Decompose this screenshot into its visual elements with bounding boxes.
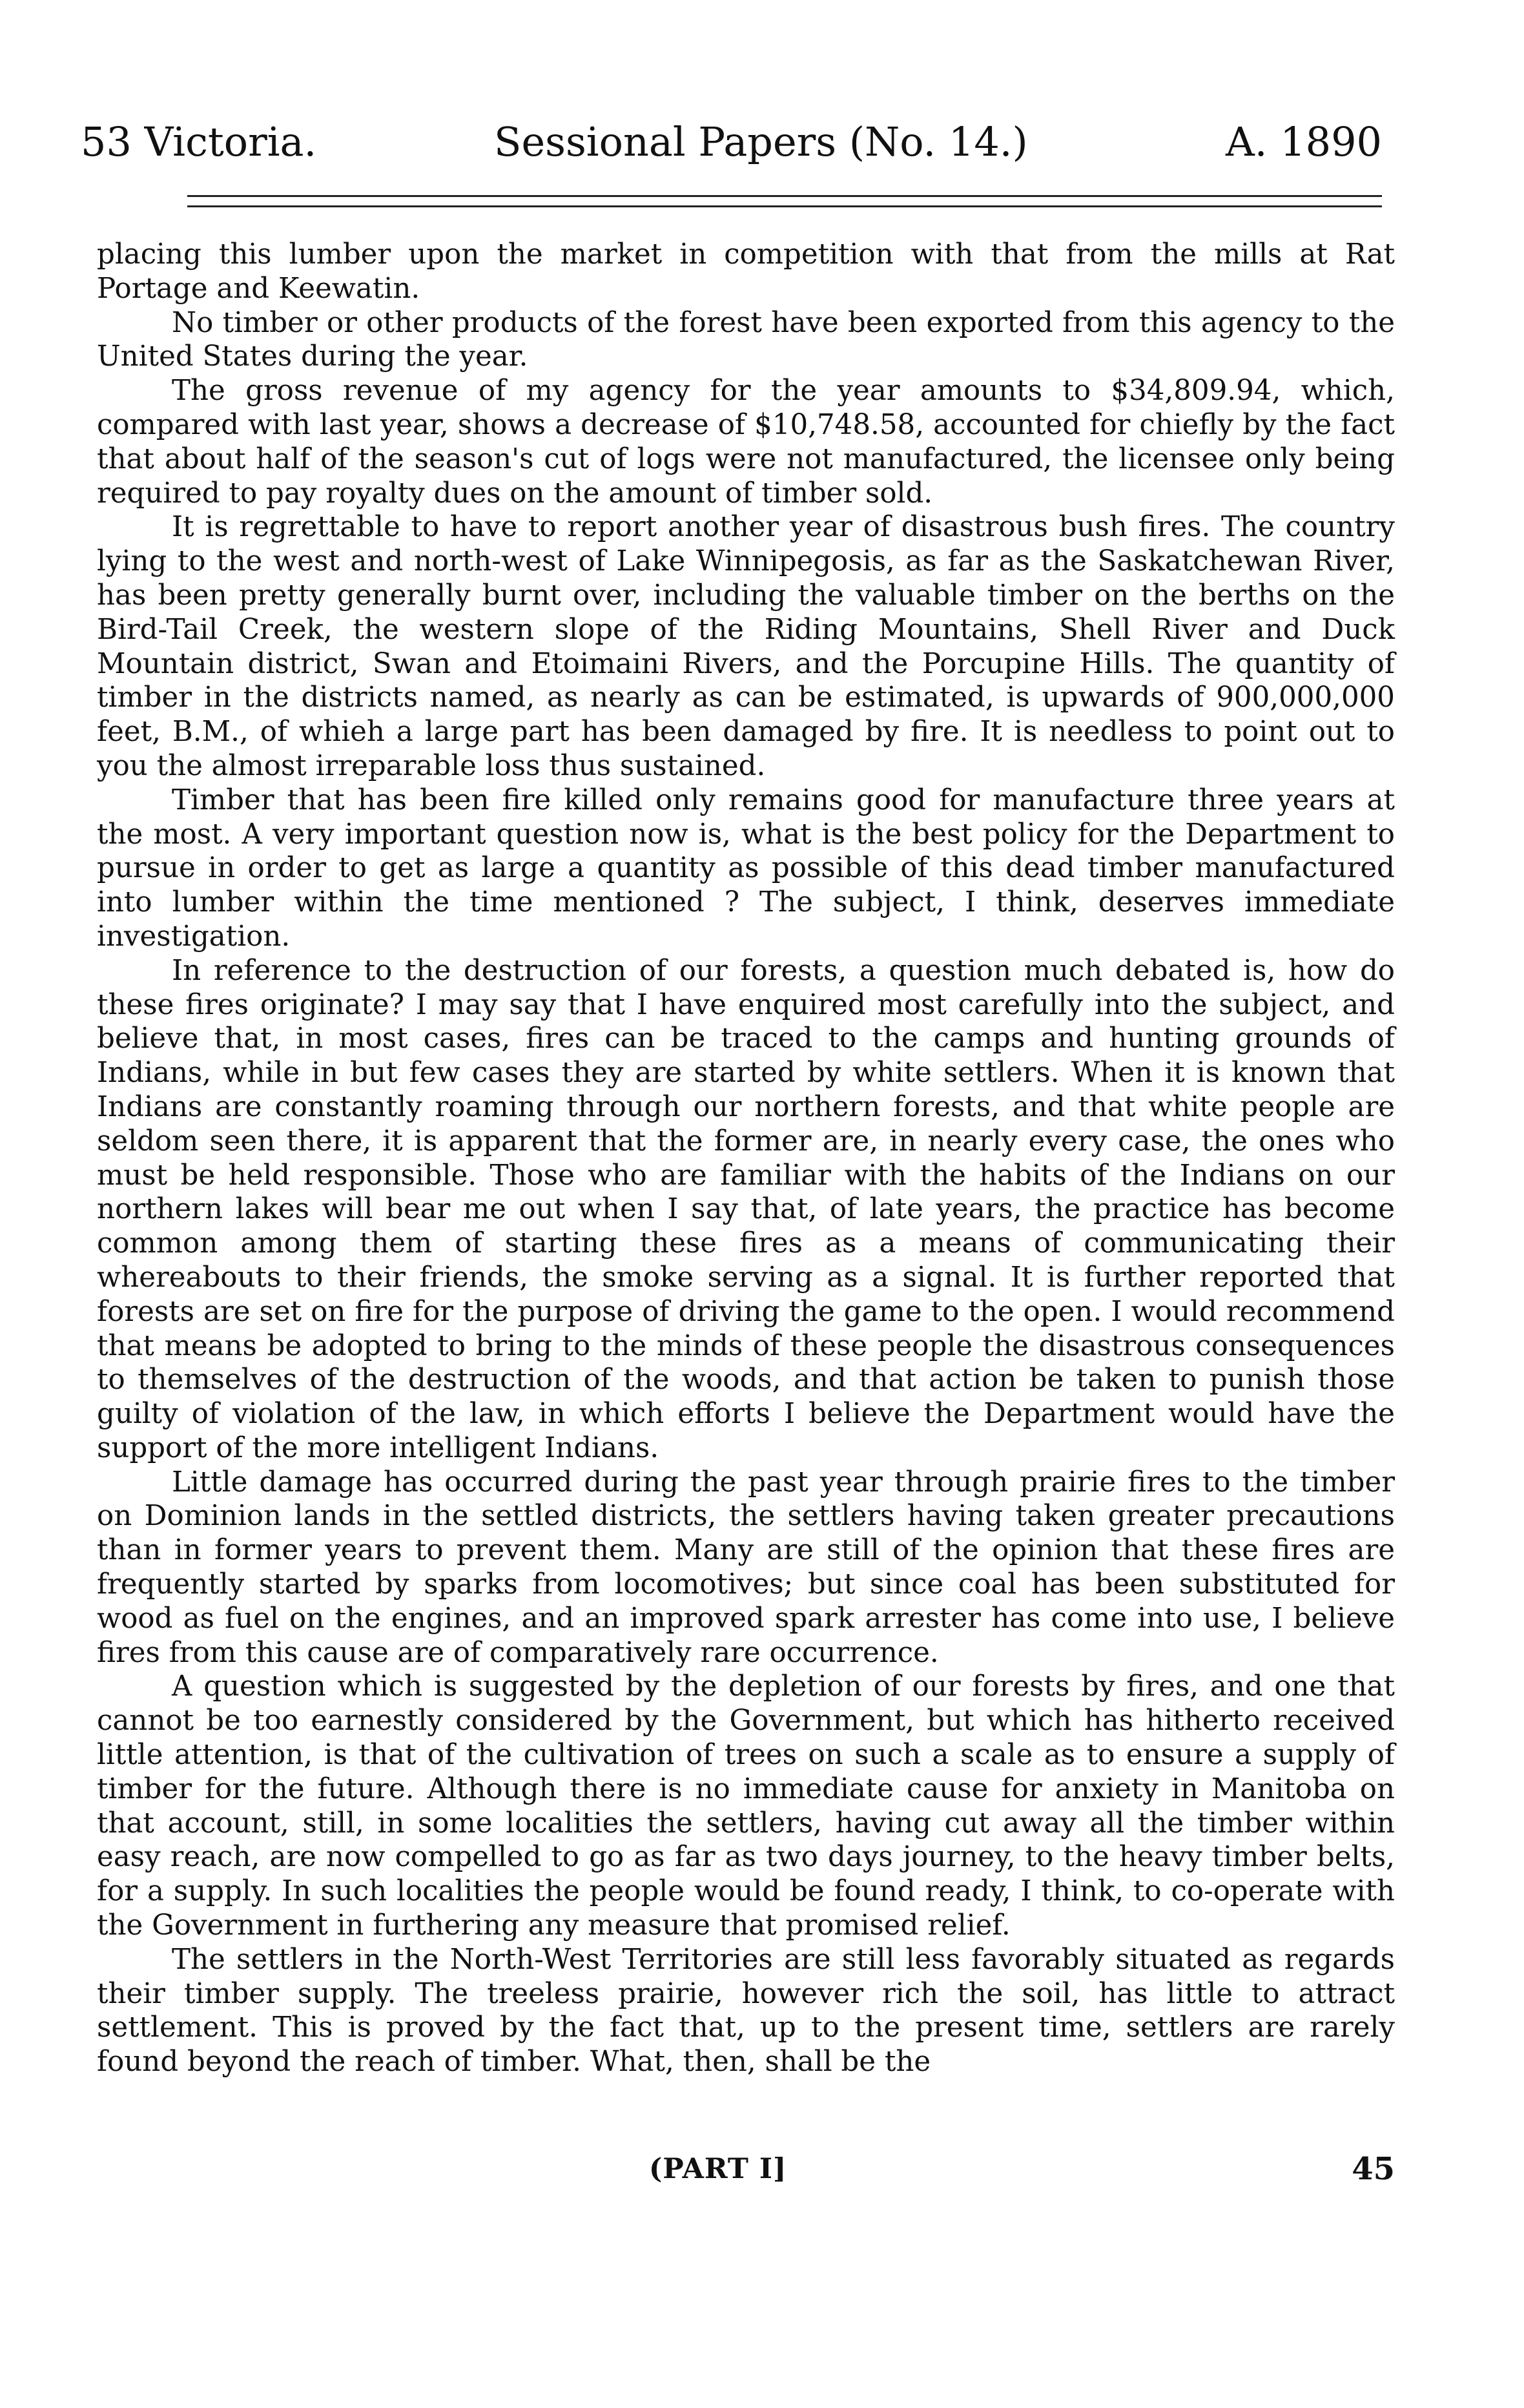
paragraph-prairie-fires: Little damage has occurred during the past year through prairie fires to the timber on Dominion lands in the settled districts, the settlers having taken greater precautions than in former years to prevent them. Many are still of the opinion that these fires are frequently started by sparks from locomotives; but since coal has been substituted for wood as fuel on the engines, and an improved spark arrester has come into use, I believe fires from this cause are of comparatively rare occurrence.	[97, 1466, 1395, 1669]
page-footer	[97, 2150, 1395, 2188]
paragraph-exports: No timber or other products of the forest have been exported from this agency to the United States during the year.	[97, 306, 1395, 373]
paragraph-bush-fires: It is regrettable to have to report another year of disastrous bush fires. The country lying to the west and north-west of Lake Winnipegosis, as far as the Saskatchewan River, has been pretty generally burnt over, including the valuable timber on the berths on the Bird-Tail Creek, the western slope of the Riding Mountains, Shell River and Duck Mountain district, Swan and Etoimaini Rivers, and the Porcupine Hills. The quantity of timber in the districts named, as nearly as can be estimated, is upwards of 900,000,000 feet, B.M., of whieh a large part has been damaged by fire. It is needless to point out to you the almost irreparable loss thus sustained.	[97, 511, 1395, 782]
header-rule-bottom	[187, 205, 1382, 207]
header-title: Sessional Papers (No. 14.)	[494, 118, 1028, 165]
body-text	[97, 238, 1395, 2079]
page-number: 45	[1352, 2151, 1395, 2187]
header-year: A. 1890	[1226, 118, 1382, 165]
header-session: 53 Victoria.	[81, 118, 317, 165]
paragraph-fire-killed-timber: Timber that has been fire killed only remains good for manufacture three years at the most. A very important question now is, what is the best policy for the Department to pursue in order to get as large a quantity as possible of this dead timber manufactured into lumber within the time mentioned ? The subject, I think, deserves immediate investigation.	[97, 784, 1395, 953]
paragraph-fire-origins: In reference to the destruction of our forests, a question much debated is, how do these fires originate? I may say that I have enquired most carefully into the subject, and believe that, in most cases, fires can be traced to the camps and hunting grounds of Indians, while in but few cases they are started by white settlers. When it is known that Indians are constantly roaming through our northern forests, and that white people are seldom seen there, it is apparent that the former are, in nearly every case, the ones who must be held responsible. Those who are familiar with the habits of the Indians on our northern lakes will bear me out when I say that, of late years, the practice has become common among them of starting these fires as a means of communicating their whereabouts to their friends, the smoke serving as a signal. It is further reported that forests are set on fire for the purpose of driving the game to the open. I would recommend that means be adopted to bring to the minds of these people the disastrous consequences to themselves of the destruction of the woods, and that action be taken to punish those guilty of violation of the law, in which efforts I believe the Department would have the support of the more intelligent Indians.	[97, 954, 1395, 1464]
paragraph-lumber-market: placing this lumber upon the market in competition with that from the mills at Rat Portage and Keewatin.	[97, 238, 1395, 305]
header-rule-top	[187, 195, 1382, 197]
paragraph-tree-cultivation: A question which is suggested by the depletion of our forests by fires, and one that cannot be too earnestly considered by the Government, but which has hitherto received little attention, is that of the cultivation of trees on such a scale as to ensure a supply of timber for the future. Although there is no immediate cause for anxiety in Manitoba on that account, still, in some localities the settlers, having cut away all the timber within easy reach, are now compelled to go as far as two days journey, to the heavy timber belts, for a supply. In such localities the people would be found ready, I think, to co-operate with the Government in furthering any measure that promised relief.	[97, 1670, 1395, 1942]
paragraph-north-west-territories: The settlers in the North-West Territories are still less favorably situated as regards their timber supply. The treeless prairie, however rich the soil, has little to attract settlement. This is proved by the fact that, up to the present time, settlers are rarely found beyond the reach of timber. What, then, shall be the	[97, 1943, 1395, 2079]
part-label: (PART I]	[649, 2153, 787, 2185]
page-header	[81, 116, 1382, 168]
paragraph-revenue: The gross revenue of my agency for the year amounts to $34,809.94, which, compared with last year, shows a decrease of $10,748.58, accounted for chiefly by the fact that about half of the season's cut of logs were not manufactured, the licensee only being required to pay royalty dues on the amount of timber sold.	[97, 375, 1395, 510]
